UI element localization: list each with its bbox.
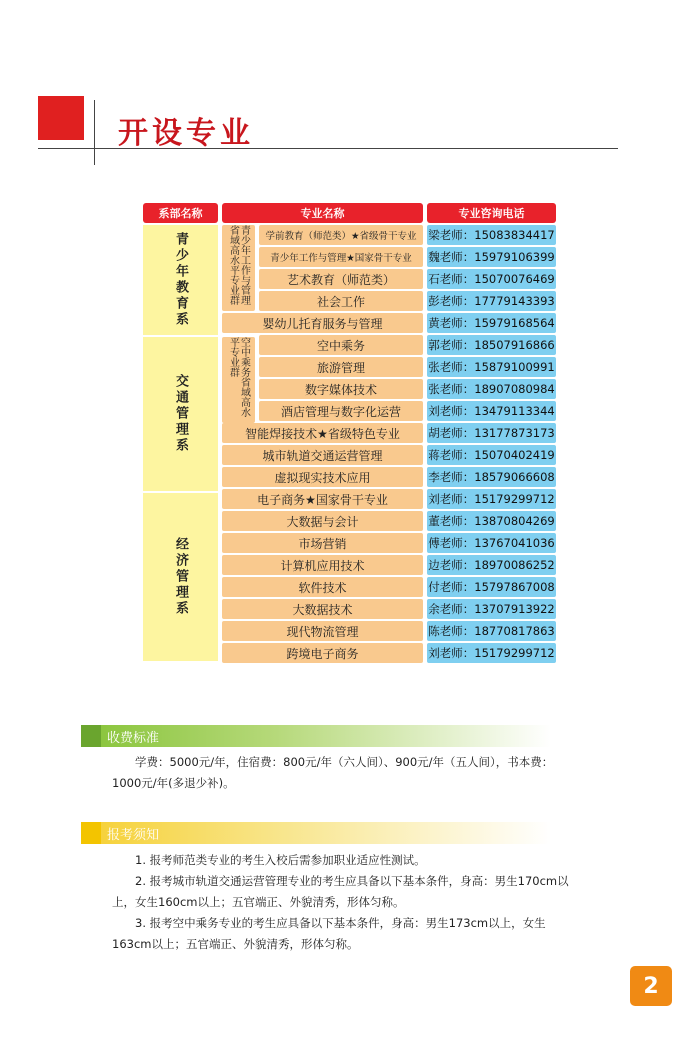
major-cell: 社会工作 <box>259 291 423 311</box>
group-label: 青少年工作与管理省域高水平专业群 <box>227 225 250 305</box>
phone-cell: 张老师：15879100991 <box>427 357 556 377</box>
group-youth-work <box>222 225 255 311</box>
major-cell: 电子商务★国家骨干专业 <box>222 489 423 509</box>
phone-cell: 刘老师：15179299712 <box>427 489 556 509</box>
major-cell: 智能焊接技术★省级特色专业 <box>222 423 423 443</box>
phone-cell: 边老师：18970086252 <box>427 555 556 575</box>
notice-section-header <box>81 822 601 844</box>
major-cell: 空中乘务 <box>259 335 423 355</box>
major-cell: 跨境电子商务 <box>222 643 423 663</box>
major-cell: 酒店管理与数字化运营 <box>259 401 423 421</box>
phone-cell: 李老师：18579066608 <box>427 467 556 487</box>
phone-cell: 黄老师：15979168564 <box>427 313 556 333</box>
phone-cell: 陈老师：18770817863 <box>427 621 556 641</box>
notice-item-1: 1. 报考师范类专业的考生入校后需参加职业适应性测试。 <box>135 853 426 867</box>
notice-bar-stub <box>81 822 101 844</box>
fees-title: 收费标准 <box>101 725 601 747</box>
dept-traffic-management <box>143 337 218 491</box>
dept-label: 青少年教育系 <box>173 232 188 328</box>
fees-bar-stub <box>81 725 101 747</box>
major-cell: 大数据技术 <box>222 599 423 619</box>
major-cell: 数字媒体技术 <box>259 379 423 399</box>
header-dept: 系部名称 <box>143 203 218 223</box>
fees-text-block <box>112 752 582 794</box>
dept-youth-education <box>143 225 218 335</box>
major-cell: 计算机应用技术 <box>222 555 423 575</box>
major-cell: 青少年工作与管理★国家骨干专业 <box>259 247 423 267</box>
fees-section-header <box>81 725 601 747</box>
page-number: 2 <box>630 966 672 1006</box>
dept-label: 交通管理系 <box>173 374 188 454</box>
major-cell: 旅游管理 <box>259 357 423 377</box>
phone-cell: 刘老师：13479113344 <box>427 401 556 421</box>
header-major: 专业名称 <box>222 203 423 223</box>
fees-text: 学费：5000元/年，住宿费：800元/年（六人间）、900元/年（五人间），书本费：1000元/年(多退少补)。 <box>112 755 554 790</box>
dept-label: 经济管理系 <box>173 537 188 617</box>
major-cell: 虚拟现实技术应用 <box>222 467 423 487</box>
dept-economic-management <box>143 493 218 661</box>
major-cell: 软件技术 <box>222 577 423 597</box>
phone-cell: 傅老师：13767041036 <box>427 533 556 553</box>
phone-cell: 梁老师：15083834417 <box>427 225 556 245</box>
phone-cell: 刘老师：15179299712 <box>427 643 556 663</box>
notice-item-2: 2. 报考城市轨道交通运营管理专业的考生应具备以下基本条件，身高：男生170cm以上，女生160cm以上；五官端正、外貌清秀，形体匀称。 <box>112 874 569 909</box>
major-cell: 艺术教育（师范类） <box>259 269 423 289</box>
major-cell: 婴幼儿托育服务与管理 <box>222 313 423 333</box>
phone-cell: 胡老师：13177873173 <box>427 423 556 443</box>
group-flight-attendant <box>222 337 255 423</box>
major-cell: 学前教育（师范类）★省级骨干专业 <box>259 225 423 245</box>
major-cell: 大数据与会计 <box>222 511 423 531</box>
major-cell: 市场营销 <box>222 533 423 553</box>
group-label: 空中乘务省域高水平专业群 <box>227 337 250 417</box>
phone-cell: 蒋老师：15070402419 <box>427 445 556 465</box>
major-cell: 现代物流管理 <box>222 621 423 641</box>
phone-cell: 余老师：13707913922 <box>427 599 556 619</box>
phone-cell: 魏老师：15979106399 <box>427 247 556 267</box>
notice-title: 报考须知 <box>101 822 601 844</box>
header-phone: 专业咨询电话 <box>427 203 556 223</box>
title-vertical-rule <box>94 100 95 165</box>
phone-cell: 董老师：13870804269 <box>427 511 556 531</box>
notice-item-3: 3. 报考空中乘务专业的考生应具备以下基本条件，身高：男生173cm以上，女生163cm以上；五官端正、外貌清秀，形体匀称。 <box>112 916 546 951</box>
phone-cell: 郭老师：18507916866 <box>427 335 556 355</box>
phone-cell: 彭老师：17779143393 <box>427 291 556 311</box>
notice-text-block <box>112 850 582 955</box>
page-title: 开设专业 <box>118 116 254 151</box>
phone-cell: 付老师：15797867008 <box>427 577 556 597</box>
red-accent-block <box>38 96 84 140</box>
major-cell: 城市轨道交通运营管理 <box>222 445 423 465</box>
phone-cell: 石老师：15070076469 <box>427 269 556 289</box>
phone-cell: 张老师：18907080984 <box>427 379 556 399</box>
